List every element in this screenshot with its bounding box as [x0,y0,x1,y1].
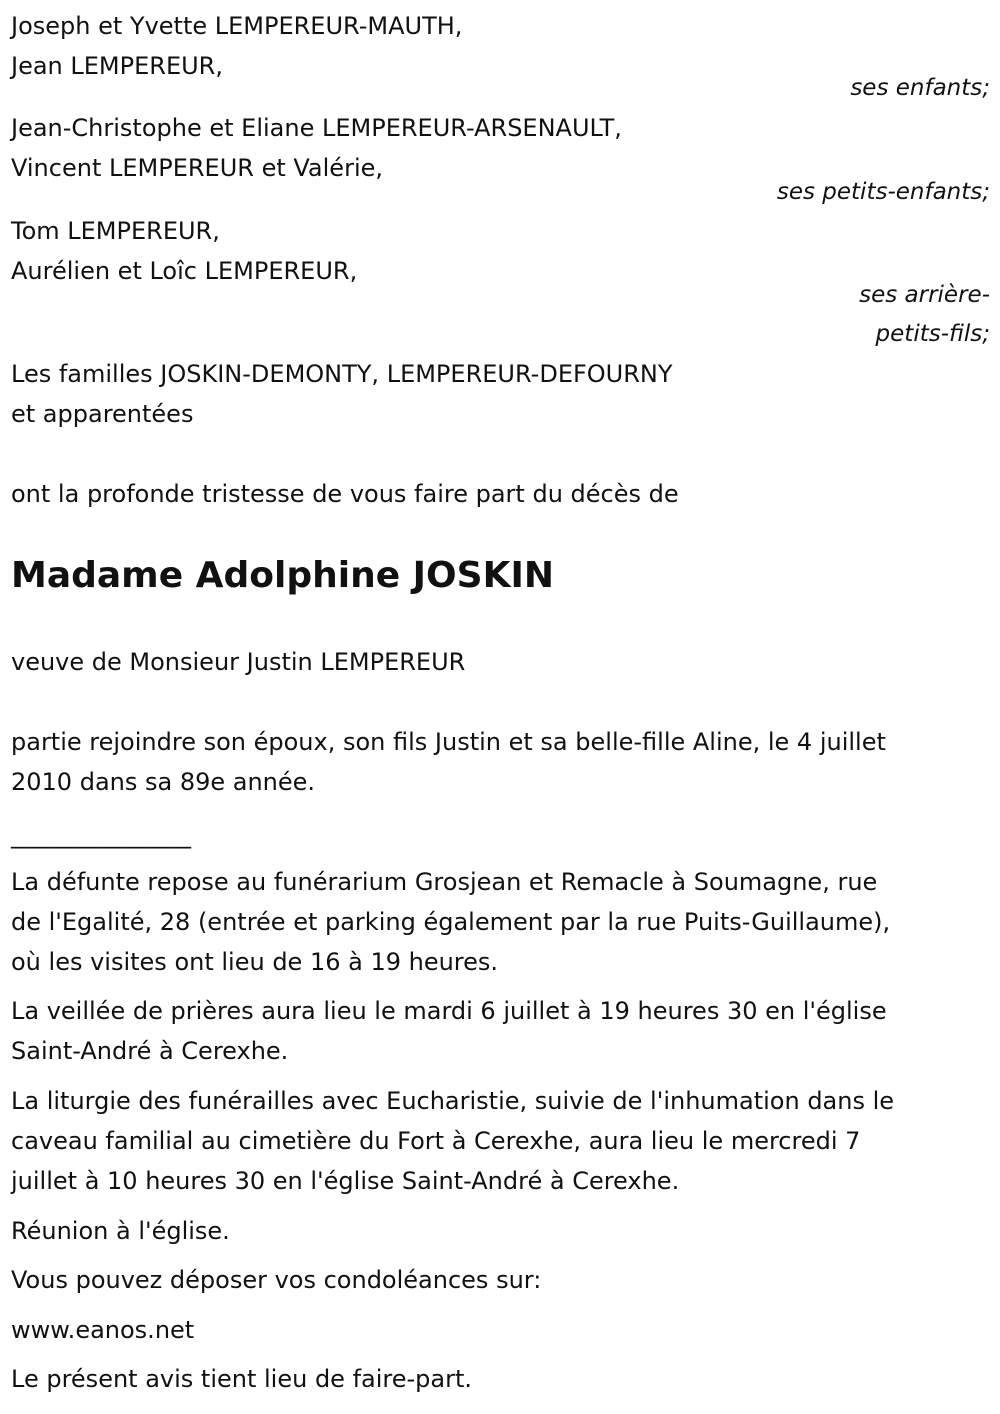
families-line-2: et apparentées [11,400,194,428]
notice-text: Le présent avis tient lieu de faire-part. [11,1365,473,1393]
children-name-2: Jean LEMPEREUR, [11,52,223,80]
death-text-line-1: partie rejoindre son époux, son fils Justin et sa belle-fille Aline, le 4 juillet [11,728,886,756]
death-text-line-2: 2010 dans sa 89e année. [11,768,316,796]
great-grandchildren-role-2: petits-fils; [875,321,990,347]
website-link[interactable]: www.eanos.net [11,1316,195,1344]
families-line-1: Les familles JOSKIN-DEMONTY, LEMPEREUR-DEFOURNY [11,360,673,388]
separator: _______________ [11,821,191,849]
funerarium-line-2: de l'Egalité, 28 (entrée et parking également par la rue Puits-Guillaume), [11,908,891,936]
great-grandchildren-name-2: Aurélien et Loîc LEMPEREUR, [11,257,358,285]
liturgy-line-3: juillet à 10 heures 30 en l'église Saint-André à Cerexhe. [11,1167,680,1195]
grandchildren-name-1: Jean-Christophe et Eliane LEMPEREUR-ARSENAULT, [11,114,622,142]
funerarium-line-3: où les visites ont lieu de 16 à 19 heures. [11,948,499,976]
announcement-text: ont la profonde tristesse de vous faire part du décès de [11,480,679,508]
children-role: ses enfants; [850,75,990,101]
widow-of-text: veuve de Monsieur Justin LEMPEREUR [11,648,466,676]
grandchildren-name-2: Vincent LEMPEREUR et Valérie, [11,154,383,182]
deceased-name: Madame Adolphine JOSKIN [11,555,555,596]
liturgy-line-2: caveau familial au cimetière du Fort à Cerexhe, aura lieu le mercredi 7 [11,1127,861,1155]
funerarium-line-1: La défunte repose au funérarium Grosjean et Remacle à Soumagne, rue [11,868,878,896]
great-grandchildren-name-1: Tom LEMPEREUR, [11,217,220,245]
children-name-1: Joseph et Yvette LEMPEREUR-MAUTH, [11,12,463,40]
grandchildren-role: ses petits-enfants; [776,179,990,205]
condolences-text: Vous pouvez déposer vos condoléances sur: [11,1266,542,1294]
liturgy-line-1: La liturgie des funérailles avec Eucharistie, suivie de l'inhumation dans le [11,1087,895,1115]
vigil-line-2: Saint-André à Cerexhe. [11,1037,289,1065]
reunion-text: Réunion à l'église. [11,1217,230,1245]
vigil-line-1: La veillée de prières aura lieu le mardi 6 juillet à 19 heures 30 en l'église [11,997,887,1025]
great-grandchildren-role-1: ses arrière- [859,282,990,308]
